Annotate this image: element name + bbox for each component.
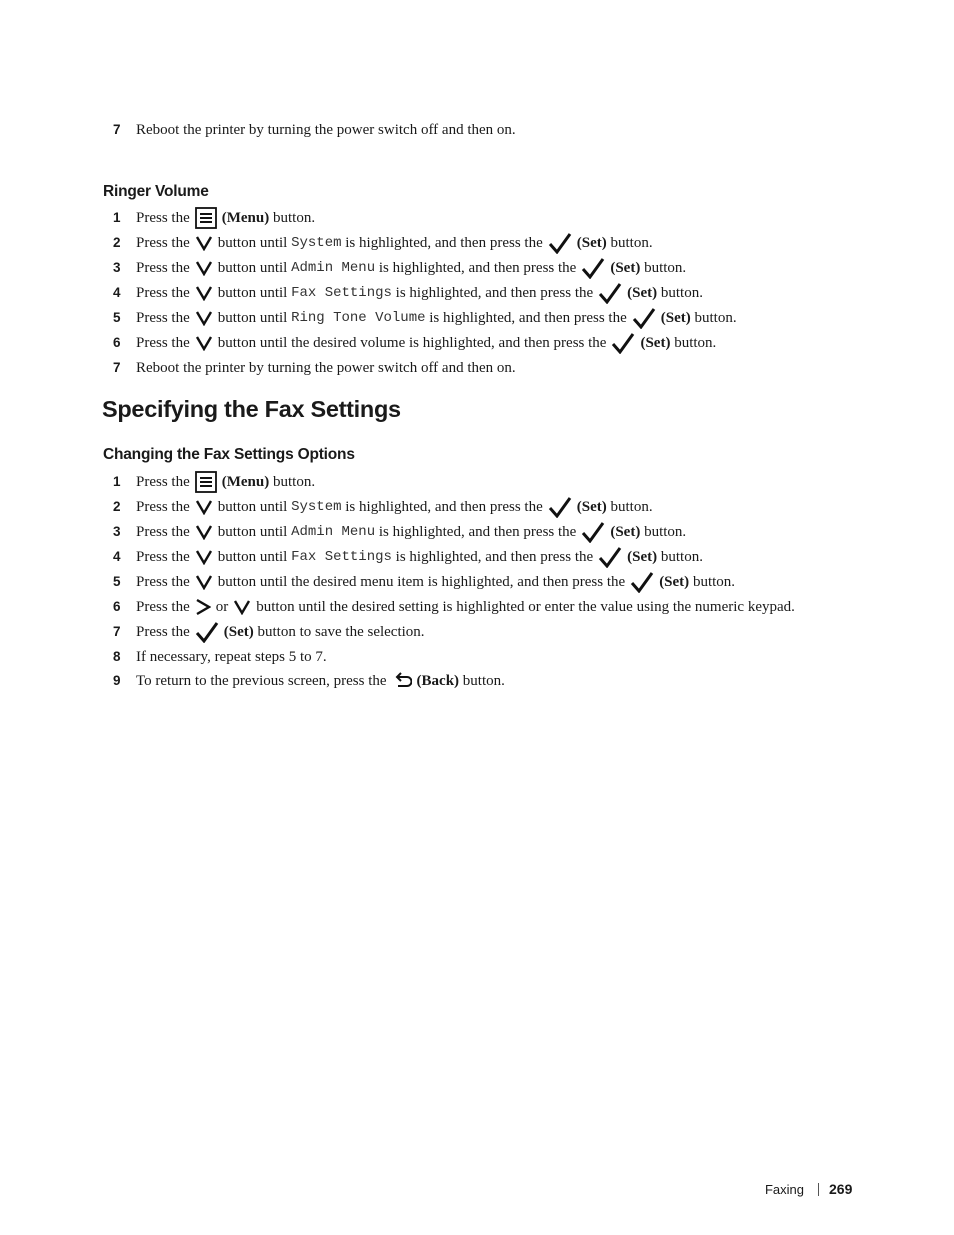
step-number: 7 (113, 624, 121, 639)
step-text: button until (217, 524, 288, 540)
step-text: is highlighted, and then press the (429, 310, 627, 326)
ringer-volume-heading: Ringer Volume (103, 183, 209, 200)
down-arrow-icon (195, 549, 213, 565)
step-text: is highlighted, and then press the (345, 499, 543, 515)
step-text: Press the (136, 285, 190, 301)
step-number: 4 (113, 285, 121, 300)
checkmark-icon (598, 282, 622, 304)
ringer-step-6 (0, 331, 954, 355)
checkmark-icon (598, 546, 622, 568)
step-text: If necessary, repeat steps 5 to 7. (136, 649, 327, 665)
step-text: is highlighted, and then press the (395, 549, 594, 565)
step-text: button. (660, 285, 703, 301)
step-text: button until (217, 260, 288, 276)
checkmark-icon (581, 257, 605, 279)
step-number: 9 (113, 673, 121, 688)
menu-item-code: Ring Tone Volume (291, 310, 426, 326)
button-label: (Set) (640, 335, 671, 351)
step-text: Press the (136, 474, 190, 490)
step-text: To return to the previous screen, press the (136, 673, 387, 689)
step-number: 3 (113, 260, 121, 275)
step-text: button until (217, 499, 288, 515)
step-text: Reboot the printer by turning the power switch off and then on. (136, 122, 516, 138)
checkmark-icon (630, 571, 654, 593)
checkmark-icon (611, 332, 635, 354)
menu-item-code: System (291, 235, 342, 251)
step-text: button until (217, 549, 288, 565)
step-number: 1 (113, 474, 121, 489)
step-number: 6 (113, 599, 121, 614)
button-label: (Set) (627, 549, 658, 565)
step-number: 7 (113, 360, 121, 375)
options-step-8 (0, 645, 954, 669)
down-arrow-icon (195, 260, 213, 276)
checkmark-icon (548, 232, 572, 254)
step-text: button until (217, 285, 288, 301)
step-text: button. (462, 673, 505, 689)
down-arrow-icon (233, 599, 251, 615)
down-arrow-icon (195, 235, 213, 251)
step-text: Press the (136, 260, 190, 276)
step-text: Press the (136, 549, 190, 565)
menu-item-code: Fax Settings (291, 285, 392, 301)
ringer-step-2 (0, 231, 954, 255)
step-text: Press the (136, 574, 190, 590)
step-text: is highlighted, and then press the (345, 235, 543, 251)
step-number: 5 (113, 574, 121, 589)
options-step-3 (0, 520, 954, 544)
button-label: (Set) (576, 499, 607, 515)
ringer-step-4 (0, 281, 954, 305)
back-arrow-icon (392, 671, 412, 691)
down-arrow-icon (195, 310, 213, 326)
button-label: (Set) (659, 574, 690, 590)
step-text: button. (692, 574, 736, 590)
page-number: 269 (829, 1181, 853, 1197)
step-text: Press the (136, 335, 190, 351)
ringer-step-3 (0, 256, 954, 280)
button-label: (Set) (610, 524, 641, 540)
options-step-9 (0, 669, 954, 693)
step-number: 1 (113, 210, 121, 225)
step-text: button. (610, 235, 653, 251)
menu-item-code: Fax Settings (291, 549, 392, 565)
step-text: is highlighted, and then press the (395, 285, 594, 301)
step-number: 5 (113, 310, 121, 325)
footer-section-name: Faxing (764, 1182, 804, 1197)
ringer-step-1 (0, 206, 954, 230)
button-label: (Menu) (221, 474, 270, 490)
button-label: (Set) (627, 285, 658, 301)
step-text: Press the (136, 235, 190, 251)
footer-divider (818, 1183, 819, 1196)
options-step-4 (0, 545, 954, 569)
step-text: button. (610, 499, 653, 515)
down-arrow-icon (195, 285, 213, 301)
step-text: Press the (136, 524, 190, 540)
step-text: Press the (136, 310, 190, 326)
step-number: 6 (113, 335, 121, 350)
options-step-1 (0, 470, 954, 494)
step-number: 2 (113, 499, 121, 514)
step-text: button. (644, 524, 687, 540)
step-number: 2 (113, 235, 121, 250)
button-label: (Set) (576, 235, 607, 251)
step-text: button. (273, 474, 316, 490)
step-text: button until (217, 310, 288, 326)
checkmark-icon (632, 307, 656, 329)
step-text: button until (217, 235, 288, 251)
down-arrow-icon (195, 335, 213, 351)
menu-item-code: Admin Menu (291, 524, 376, 540)
step-text: Press the (136, 210, 190, 226)
step-text: or (215, 599, 229, 615)
step-text: button. (694, 310, 737, 326)
menu-item-code: System (291, 499, 342, 515)
section-title: Specifying the Fax Settings (102, 396, 401, 422)
step-text: Reboot the printer by turning the power switch off and then on. (136, 360, 516, 376)
checkmark-icon (195, 621, 219, 643)
page-footer (0, 1180, 954, 1200)
step-number: 8 (113, 649, 121, 664)
step-text: button. (273, 210, 316, 226)
options-step-6 (0, 595, 954, 619)
checkmark-icon (548, 496, 572, 518)
step-7-reboot (0, 118, 954, 142)
options-step-2 (0, 495, 954, 519)
ringer-step-5 (0, 306, 954, 330)
step-number: 3 (113, 524, 121, 539)
step-text: is highlighted, and then press the (378, 524, 577, 540)
button-label: (Menu) (221, 210, 270, 226)
down-arrow-icon (195, 499, 213, 515)
step-text: is highlighted, and then press the (378, 260, 577, 276)
step-number: 4 (113, 549, 121, 564)
options-step-5 (0, 570, 954, 594)
menu-item-code: Admin Menu (291, 260, 376, 276)
step-text: Press the (136, 499, 190, 515)
step-text: button until the desired volume is highlighted, and then press the (217, 335, 607, 351)
ringer-step-7 (0, 356, 954, 380)
down-arrow-icon (195, 574, 213, 590)
menu-icon (195, 207, 217, 229)
step-text: Press the (136, 599, 190, 615)
step-text: button until the desired menu item is highlighted, and then press the (217, 574, 626, 590)
button-label: (Set) (660, 310, 691, 326)
right-arrow-icon (195, 598, 211, 616)
button-label: (Back) (416, 673, 460, 689)
step-text: button. (674, 335, 717, 351)
down-arrow-icon (195, 524, 213, 540)
button-label: (Set) (610, 260, 641, 276)
step-text: button. (644, 260, 687, 276)
step-number: 7 (113, 122, 121, 137)
options-step-7 (0, 620, 954, 644)
step-text: button until the desired setting is highlighted or enter the value using the numeric keypad. (256, 599, 795, 615)
menu-icon (195, 471, 217, 493)
fax-options-heading: Changing the Fax Settings Options (103, 446, 355, 463)
step-text: button to save the selection. (257, 624, 425, 640)
checkmark-icon (581, 521, 605, 543)
step-text: button. (660, 549, 703, 565)
step-text: Press the (136, 624, 190, 640)
button-label: (Set) (223, 624, 254, 640)
